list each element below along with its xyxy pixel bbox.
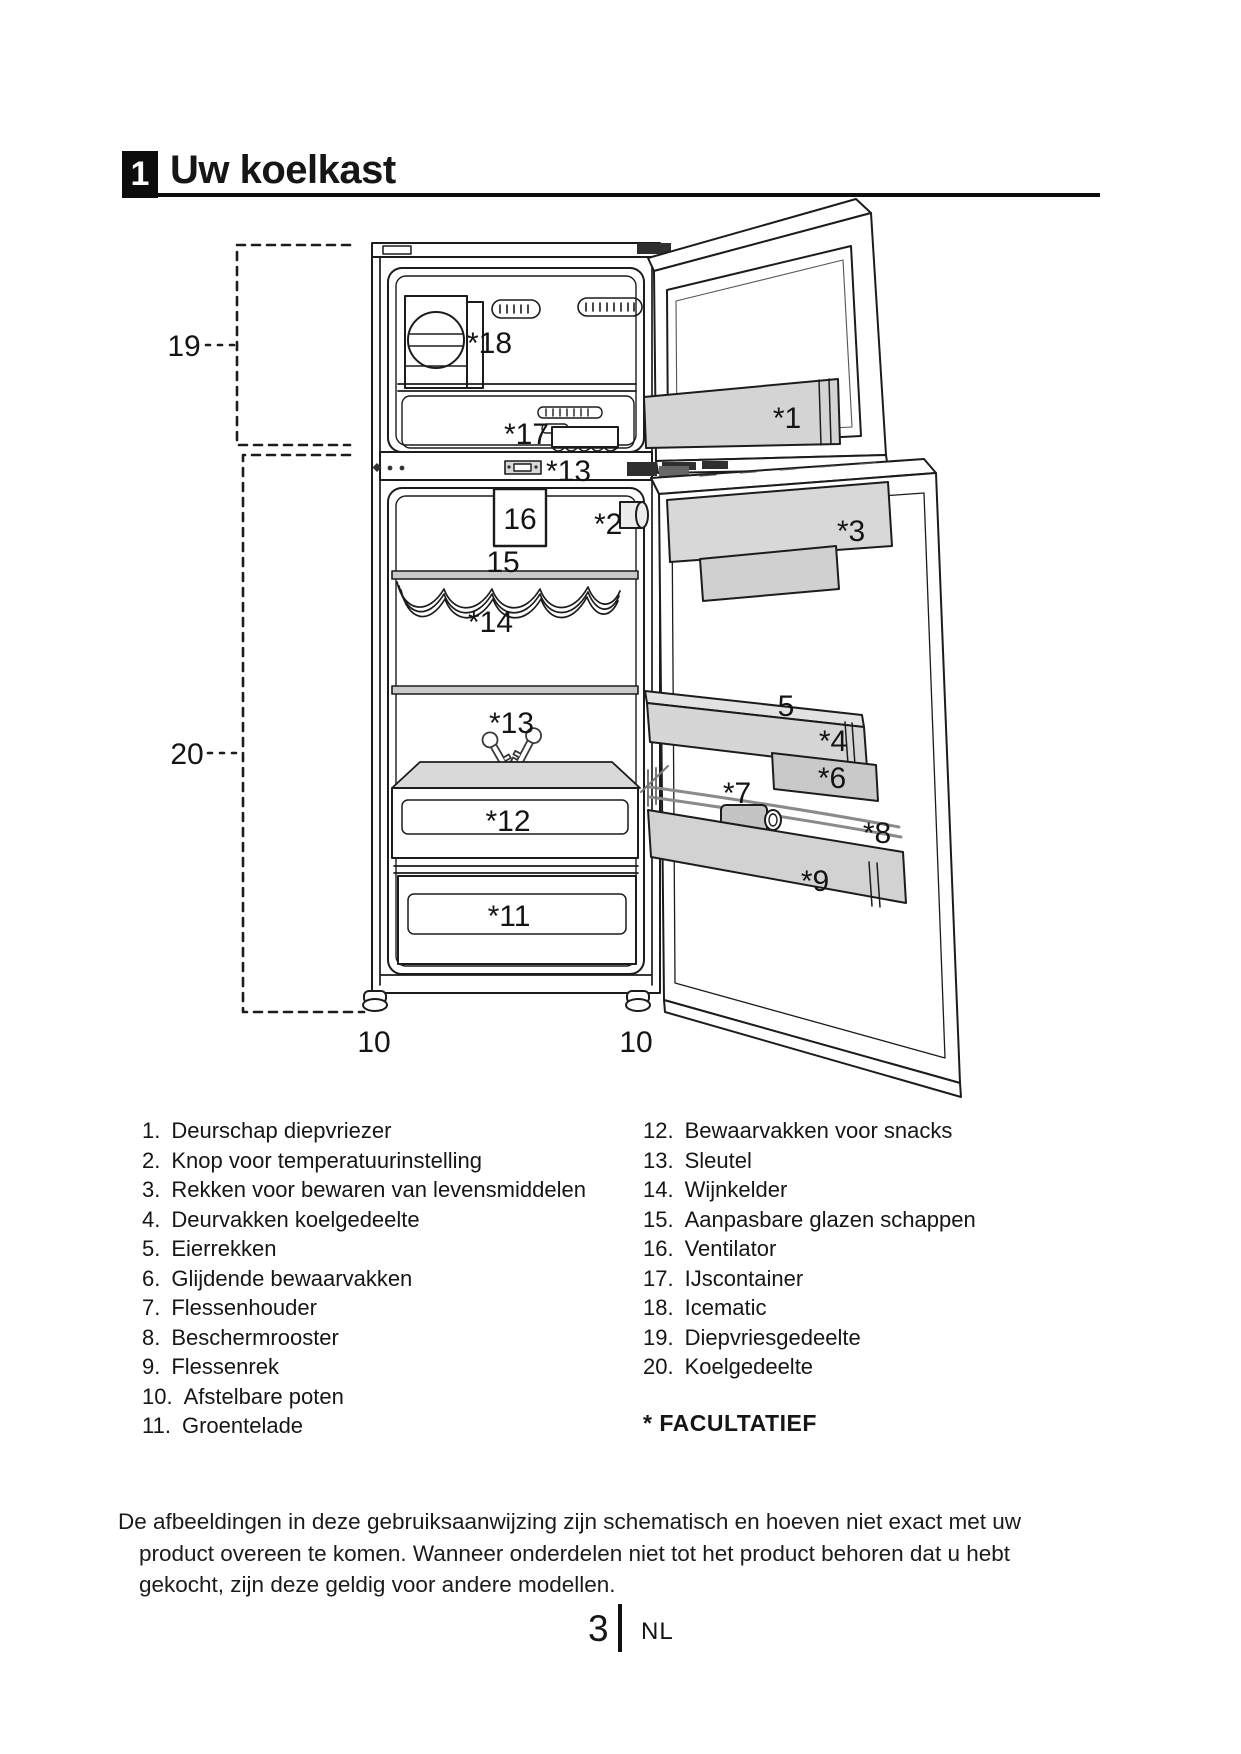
footer-note-line: De afbeeldingen in deze gebruiksaanwijzing zijn schematisch en hoeven niet exact met uw bbox=[118, 1509, 1022, 1534]
list-item bbox=[643, 1146, 976, 1176]
list-item bbox=[142, 1293, 586, 1323]
item-label: IJscontainer bbox=[684, 1265, 804, 1291]
item-number: 6. bbox=[142, 1265, 161, 1291]
item-number: 11. bbox=[142, 1413, 171, 1438]
callout-14: *14 bbox=[468, 606, 514, 639]
callout-8: *8 bbox=[862, 817, 892, 850]
callout-16: 16 bbox=[503, 503, 537, 536]
list-item bbox=[643, 1352, 976, 1382]
refrigerator-diagram bbox=[120, 192, 980, 1100]
item-label: Afstelbare poten bbox=[183, 1383, 344, 1409]
fridge-zone-bracket bbox=[243, 455, 364, 1012]
item-number: 9. bbox=[142, 1354, 161, 1379]
item-label: Deurschap diepvriezer bbox=[171, 1118, 392, 1143]
item-label: Bewaarvakken voor snacks bbox=[684, 1118, 953, 1143]
list-item bbox=[643, 1116, 976, 1146]
item-label: Diepvriesgedeelte bbox=[684, 1324, 861, 1350]
item-label: Flessenrek bbox=[171, 1354, 279, 1379]
list-item bbox=[643, 1264, 976, 1294]
callout-10-left: 10 bbox=[357, 1026, 391, 1059]
list-item bbox=[142, 1264, 586, 1294]
item-number: 7. bbox=[142, 1295, 161, 1320]
page-number: 3 bbox=[588, 1608, 609, 1649]
compartment-divider bbox=[373, 452, 653, 480]
item-label: Wijnkelder bbox=[684, 1177, 788, 1202]
temperature-knob bbox=[620, 502, 648, 528]
item-label: Deurvakken koelgedeelte bbox=[171, 1206, 420, 1232]
callout-18: *18 bbox=[467, 327, 513, 360]
item-number: 5. bbox=[142, 1236, 161, 1261]
item-number: 15. bbox=[643, 1206, 674, 1232]
list-item bbox=[142, 1352, 586, 1382]
item-number: 10. bbox=[142, 1383, 173, 1409]
callout-3: *3 bbox=[836, 515, 866, 548]
lock-plate bbox=[505, 461, 541, 474]
list-item bbox=[142, 1323, 586, 1353]
item-label: Ventilator bbox=[684, 1236, 777, 1261]
page-title: Uw koelkast bbox=[170, 148, 396, 192]
callout-13-keys: *13 bbox=[489, 707, 535, 740]
callout-5: 5 bbox=[777, 690, 795, 723]
section-number: 1 bbox=[130, 155, 150, 193]
page-footer-divider bbox=[618, 1604, 622, 1652]
list-item bbox=[643, 1234, 976, 1264]
section-number-badge bbox=[122, 151, 158, 198]
item-number: 2. bbox=[142, 1147, 161, 1173]
list-item bbox=[643, 1205, 976, 1235]
optional-note: * FACULTATIEF bbox=[643, 1409, 817, 1436]
callout-19: 19 bbox=[167, 330, 201, 363]
list-item bbox=[142, 1146, 586, 1176]
freezer-door bbox=[637, 199, 888, 473]
callout-2: *2 bbox=[594, 508, 623, 541]
list-item bbox=[142, 1234, 586, 1264]
callout-7: *7 bbox=[722, 777, 752, 810]
callout-11: *11 bbox=[487, 900, 531, 933]
fridge-door bbox=[627, 459, 961, 1097]
footer-note-line: product overeen te komen. Wanneer onderdelen niet tot het product behoren dat u hebt bbox=[139, 1540, 1011, 1566]
callout-13-divider: *13 bbox=[546, 455, 592, 488]
item-number: 14. bbox=[643, 1177, 674, 1202]
item-label: Flessenhouder bbox=[171, 1295, 317, 1320]
item-number: 12. bbox=[643, 1118, 674, 1143]
list-item bbox=[142, 1382, 586, 1412]
item-label: Icematic bbox=[684, 1295, 767, 1320]
middle-hinge bbox=[627, 462, 657, 476]
item-number: 20. bbox=[643, 1354, 674, 1379]
item-label: Aanpasbare glazen schappen bbox=[684, 1206, 976, 1232]
compartment-brackets bbox=[206, 245, 364, 1012]
item-number: 4. bbox=[142, 1206, 161, 1232]
item-label: Sleutel bbox=[684, 1147, 752, 1173]
callout-15: 15 bbox=[486, 546, 520, 579]
item-number: 13. bbox=[643, 1147, 674, 1173]
item-label: Eierrekken bbox=[171, 1236, 277, 1261]
parts-list-right bbox=[643, 1116, 976, 1438]
callout-20: 20 bbox=[170, 738, 204, 771]
item-number: 16. bbox=[643, 1236, 674, 1261]
item-number: 18. bbox=[643, 1295, 674, 1320]
item-number: 17. bbox=[643, 1265, 674, 1291]
item-number: 8. bbox=[142, 1324, 161, 1350]
glass-shelf-lower bbox=[392, 686, 638, 694]
list-item bbox=[643, 1323, 976, 1353]
callout-1: *1 bbox=[772, 402, 802, 435]
list-item bbox=[643, 1175, 976, 1205]
ice-container bbox=[552, 427, 618, 451]
parts-list-left bbox=[142, 1116, 586, 1441]
item-label: Rekken voor bewaren van levensmiddelen bbox=[171, 1177, 586, 1202]
list-item bbox=[142, 1116, 586, 1146]
list-item bbox=[142, 1205, 586, 1235]
footer-note-line: gekocht, zijn deze geldig voor andere modellen. bbox=[139, 1572, 616, 1597]
item-label: Groentelade bbox=[181, 1413, 304, 1438]
footer-note bbox=[118, 1506, 1098, 1601]
item-label: Glijdende bewaarvakken bbox=[171, 1265, 413, 1291]
callout-12: *12 bbox=[485, 805, 531, 838]
item-number: 3. bbox=[142, 1177, 161, 1202]
item-label: Beschermrooster bbox=[171, 1324, 339, 1350]
item-label: Koelgedeelte bbox=[684, 1354, 814, 1379]
item-number: 1. bbox=[142, 1118, 161, 1143]
freezer-zone-bracket bbox=[237, 245, 350, 445]
callout-10-right: 10 bbox=[619, 1026, 653, 1059]
callout-17: *17 bbox=[503, 418, 549, 451]
list-item bbox=[643, 1293, 976, 1323]
callout-4: *4 bbox=[818, 725, 848, 758]
list-item bbox=[142, 1175, 586, 1205]
callout-6: *6 bbox=[817, 762, 847, 795]
snack-shelf-top bbox=[392, 762, 640, 788]
language-code: NL bbox=[641, 1618, 674, 1645]
item-number: 19. bbox=[643, 1324, 674, 1350]
list-item bbox=[142, 1411, 586, 1441]
item-label: Knop voor temperatuurinstelling bbox=[171, 1147, 482, 1173]
callout-9: *9 bbox=[800, 865, 830, 898]
